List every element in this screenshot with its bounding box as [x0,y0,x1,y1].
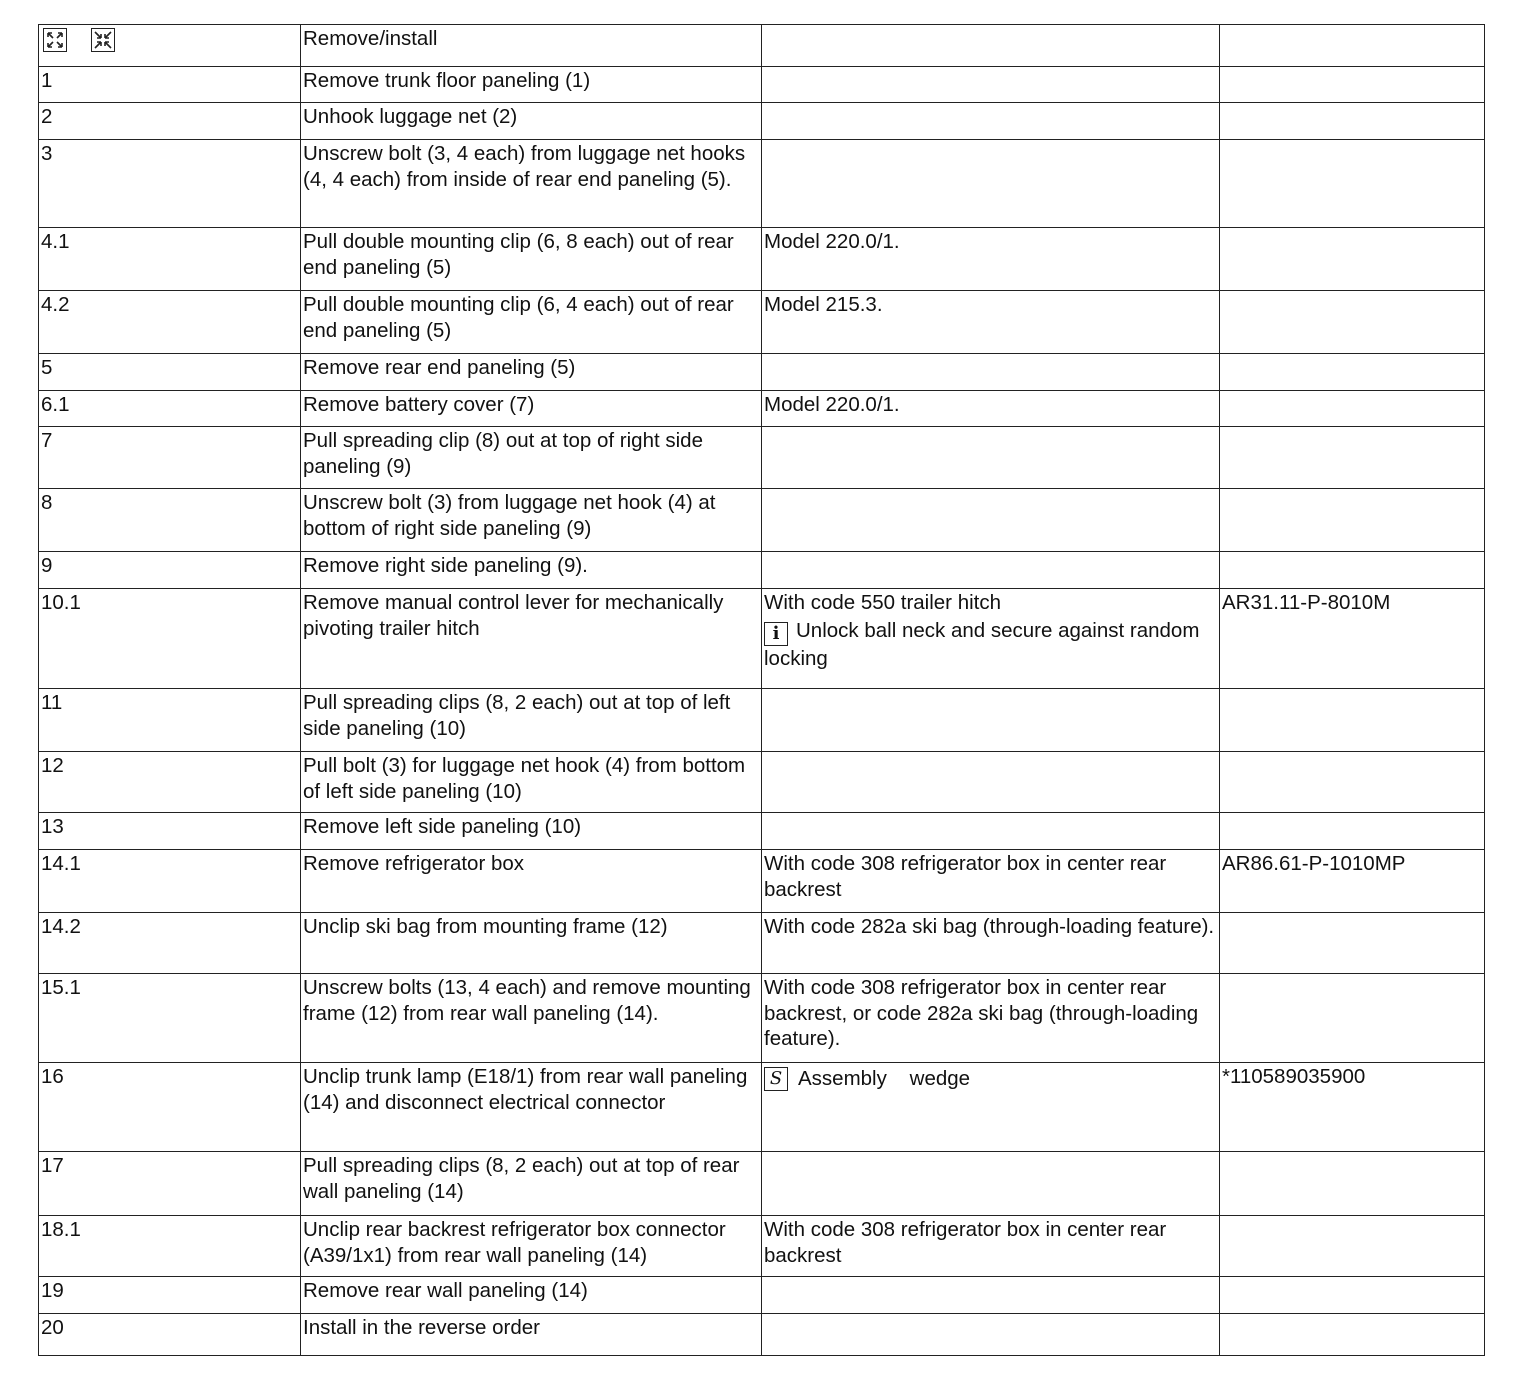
step-note-cell [762,1152,1220,1216]
step-reference [1220,291,1485,354]
step-note-cell [762,752,1220,813]
step-number: 5 [39,354,301,391]
step-reference [1220,67,1485,103]
header-row [39,25,1485,67]
step-action: Pull spreading clips (8, 2 each) out at top of left side paneling (10) [301,689,762,752]
step-action: Remove battery cover (7) [301,391,762,427]
step-note-cell [762,589,1220,689]
step-number: 13 [39,813,301,850]
step-action: Pull spreading clips (8, 2 each) out at top of rear wall paneling (14) [301,1152,762,1216]
step-note-cell [762,427,1220,489]
table-row [39,1314,1485,1356]
step-note-cell [762,850,1220,913]
step-note: With code 308 refrigerator box in center rear backrest, or code 282a ski bag (through-loading feature). [764,976,1199,1050]
step-reference [1220,489,1485,552]
step-reference[interactable]: *110589035900 [1220,1063,1485,1152]
table-row [39,752,1485,813]
step-number: 1 [39,67,301,103]
step-reference [1220,1216,1485,1277]
step-note-cell [762,140,1220,228]
step-note: Model 215.3. [764,293,883,316]
step-action: Remove trunk floor paneling (1) [301,67,762,103]
table-row [39,850,1485,913]
step-action: Remove refrigerator box [301,850,762,913]
step-note-cell [762,1277,1220,1314]
table-row [39,427,1485,489]
step-action: Unclip rear backrest refrigerator box connector (A39/1x1) from rear wall paneling (14) [301,1216,762,1277]
step-reference [1220,752,1485,813]
step-reference [1220,1152,1485,1216]
step-number: 16 [39,1063,301,1152]
step-number: 18.1 [39,1216,301,1277]
procedure-table [38,24,1485,1356]
step-action: Pull spreading clip (8) out at top of right side paneling (9) [301,427,762,489]
step-note-cell [762,689,1220,752]
step-note: With code 282a ski bag (through-loading feature). [764,915,1215,938]
step-number: 12 [39,752,301,813]
step-number: 17 [39,1152,301,1216]
table-row [39,1216,1485,1277]
header-note-cell [762,25,1220,67]
procedure-sheet [38,24,1484,1356]
table-row [39,140,1485,228]
expand-icon[interactable] [43,28,67,52]
step-action: Unclip trunk lamp (E18/1) from rear wall paneling (14) and disconnect electrical connector [301,1063,762,1152]
table-row [39,291,1485,354]
step-number: 4.1 [39,228,301,291]
step-action: Pull double mounting clip (6, 8 each) out of rear end paneling (5) [301,228,762,291]
table-row [39,67,1485,103]
step-number: 6.1 [39,391,301,427]
table-row [39,974,1485,1063]
step-reference [1220,103,1485,140]
step-action: Remove left side paneling (10) [301,813,762,850]
info-icon: i [764,622,788,646]
table-row [39,913,1485,974]
step-action: Unscrew bolt (3) from luggage net hook (4) at bottom of right side paneling (9) [301,489,762,552]
header-ref-cell [1220,25,1485,67]
table-row [39,589,1485,689]
step-note-cell [762,974,1220,1063]
step-note-cell [762,913,1220,974]
step-reference [1220,913,1485,974]
step-number: 7 [39,427,301,489]
step-number: 8 [39,489,301,552]
step-note-cell [762,489,1220,552]
table-row [39,1063,1485,1152]
step-reference [1220,1314,1485,1356]
step-reference [1220,228,1485,291]
table-row [39,103,1485,140]
header-title: Remove/install [301,25,762,67]
step-action: Unclip ski bag from mounting frame (12) [301,913,762,974]
step-number: 9 [39,552,301,589]
special-tool-icon: S [764,1067,788,1091]
step-number: 10.1 [39,589,301,689]
step-note-cell [762,291,1220,354]
step-number: 11 [39,689,301,752]
step-note: Model 220.0/1. [764,230,900,253]
step-note-cell [762,813,1220,850]
step-number: 15.1 [39,974,301,1063]
step-action: Pull bolt (3) for luggage net hook (4) from bottom of left side paneling (10) [301,752,762,813]
table-row [39,228,1485,291]
step-reference [1220,974,1485,1063]
tool-note: Assembly wedge [798,1067,971,1090]
step-action: Remove rear wall paneling (14) [301,1277,762,1314]
step-note: With code 550 trailer hitch [764,591,1002,614]
step-note-cell [762,1314,1220,1356]
table-row [39,552,1485,589]
step-action: Unscrew bolts (13, 4 each) and remove mounting frame (12) from rear wall paneling (14). [301,974,762,1063]
step-action: Unhook luggage net (2) [301,103,762,140]
step-action: Remove manual control lever for mechanically pivoting trailer hitch [301,589,762,689]
step-reference [1220,689,1485,752]
table-row [39,1277,1485,1314]
step-number: 19 [39,1277,301,1314]
step-note: With code 308 refrigerator box in center rear backrest [764,852,1167,901]
step-number: 3 [39,140,301,228]
table-row [39,689,1485,752]
step-reference[interactable]: AR86.61-P-1010MP [1220,850,1485,913]
step-number: 4.2 [39,291,301,354]
step-note-cell [762,1063,1220,1152]
step-action: Remove right side paneling (9). [301,552,762,589]
step-action: Pull double mounting clip (6, 4 each) out of rear end paneling (5) [301,291,762,354]
collapse-icon[interactable] [91,28,115,52]
table-row [39,813,1485,850]
step-reference [1220,354,1485,391]
step-note: Model 220.0/1. [764,393,900,416]
step-number: 14.2 [39,913,301,974]
step-number: 14.1 [39,850,301,913]
info-note: Unlock ball neck and secure against random locking [764,618,1200,670]
step-action: Unscrew bolt (3, 4 each) from luggage net hooks (4, 4 each) from inside of rear end paneling (5). [301,140,762,228]
step-reference [1220,140,1485,228]
step-note-cell [762,228,1220,291]
step-note-cell [762,103,1220,140]
step-action: Install in the reverse order [301,1314,762,1356]
step-note-cell [762,391,1220,427]
step-note: With code 308 refrigerator box in center rear backrest [764,1218,1167,1267]
step-note-cell [762,67,1220,103]
header-icons-cell [39,25,301,67]
step-number: 20 [39,1314,301,1356]
step-reference[interactable]: AR31.11-P-8010M [1220,589,1485,689]
step-note-cell [762,552,1220,589]
step-number: 2 [39,103,301,140]
step-reference [1220,1277,1485,1314]
step-note-cell [762,354,1220,391]
step-note-cell [762,1216,1220,1277]
step-reference [1220,813,1485,850]
table-row [39,391,1485,427]
step-reference [1220,552,1485,589]
table-row [39,489,1485,552]
table-row [39,1152,1485,1216]
step-reference [1220,427,1485,489]
step-reference [1220,391,1485,427]
table-row [39,354,1485,391]
step-action: Remove rear end paneling (5) [301,354,762,391]
